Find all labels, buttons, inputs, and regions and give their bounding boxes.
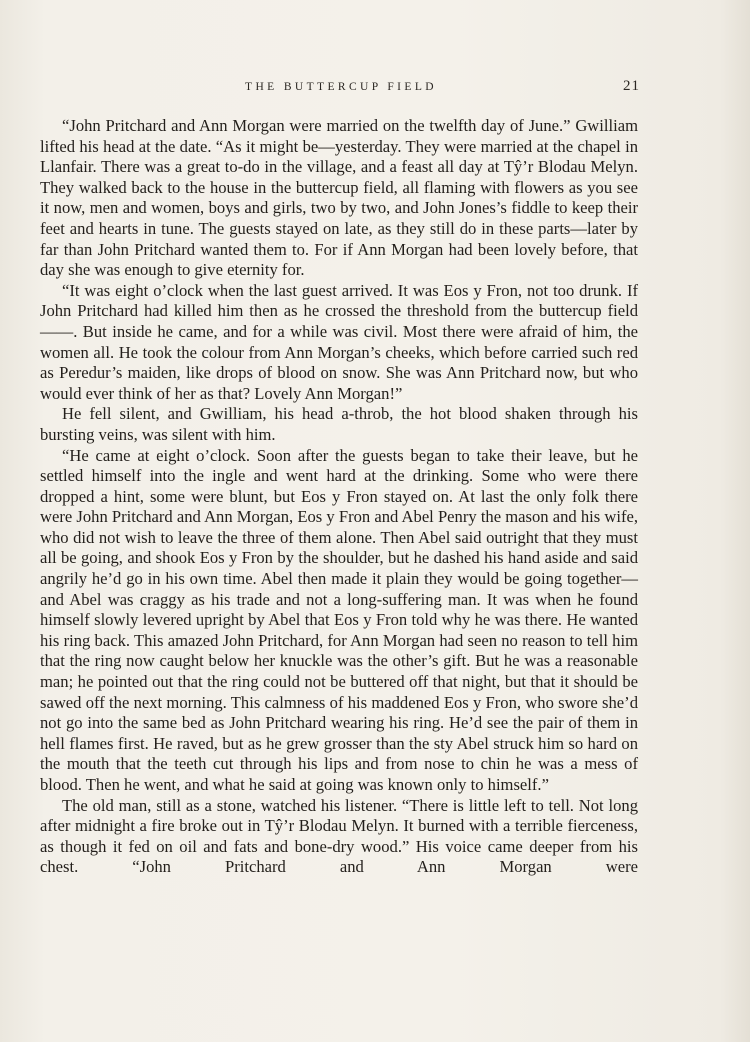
page-number: 21 <box>623 78 640 94</box>
running-title: THE BUTTERCUP FIELD <box>245 81 437 93</box>
body-text <box>40 116 638 899</box>
paragraph: He fell silent, and Gwilliam, his head a-throb, the hot blood shaken through his bursting veins, was silent with him. <box>40 404 638 444</box>
paragraph: “He came at eight o’clock. Soon after the guests began to take their leave, but he settled himself into the ingle and went hard at the drinking. Some who were there dropped a hint, some were blunt, but Eos y Fron stayed on. At last the only folk there were John Pritchard and Ann Morgan, Eos y Fron and Abel Penry the mason and his wife, who did not wish to leave the three of them alone. Then Abel said outright that they must all be going, and shook Eos y Fron by the shoulder, but he dashed his hand aside and said angrily he’d go in his own time. Abel then made it plain they would be going together—and Abel was craggy as his trade and not a long-suffering man. It was when he found himself slowly levered upright by Abel that Eos y Fron told why he was there. He wanted his ring back. This amazed John Pritchard, for Ann Morgan had seen no reason to tell him that the ring now caught below her knuckle was the other’s gift. But he was a reasonable man; he pointed out that the ring could not be buttered off that night, but that it should be sawed off the next morning. This calmness of his maddened Eos y Fron, who swore she’d not go into the same bed as John Pritchard wearing his ring. He’d see the pair of them in hell flames first. He raved, but as he grew grosser than the sty Abel struck him so hard on the mouth that the teeth cut through his lips and from nose to chin he was a mess of blood. Then he went, and what he said at going was known only to himself.” <box>40 445 638 794</box>
page-header <box>42 78 640 98</box>
paragraph: “It was eight o’clock when the last guest arrived. It was Eos y Fron, not too drunk. If John Pritchard had killed him then as he crossed the threshold from the buttercup field——. But inside he came, and for a while was civil. Most there were afraid of him, the women all. He took the colour from Ann Morgan’s cheeks, which before carried such red as Peredur’s maiden, like drops of blood on snow. She was Ann Pritchard now, but who would ever think of her as that? Lovely Ann Morgan!” <box>40 280 638 403</box>
paragraph: “John Pritchard and Ann Morgan were married on the twelfth day of June.” Gwilliam lifted his head at the date. “As it might be—yesterday. They were married at the chapel in Llanfair. There was a great to-do in the village, and a feast all day at Tŷ’r Blodau Melyn. They walked back to the house in the buttercup field, all flaming with flowers as you see it now, men and women, boys and girls, two by two, and John Jones’s fiddle to keep their feet and hearts in tune. The guests stayed on late, as they still do in these parts—later by far than John Pritchard wanted them to. For if Ann Morgan had been lovely before, that day she was enough to give eternity for. <box>40 116 638 280</box>
paragraph: The old man, still as a stone, watched his listener. “There is little left to tell. Not long after midnight a fire broke out in Tŷ’r Blodau Melyn. It burned with a terrible fierceness, as though it fed on oil and fats and bone-dry wood.” His voice came deeper from his chest. “John Pritchard and Ann Morgan were <box>40 795 638 877</box>
